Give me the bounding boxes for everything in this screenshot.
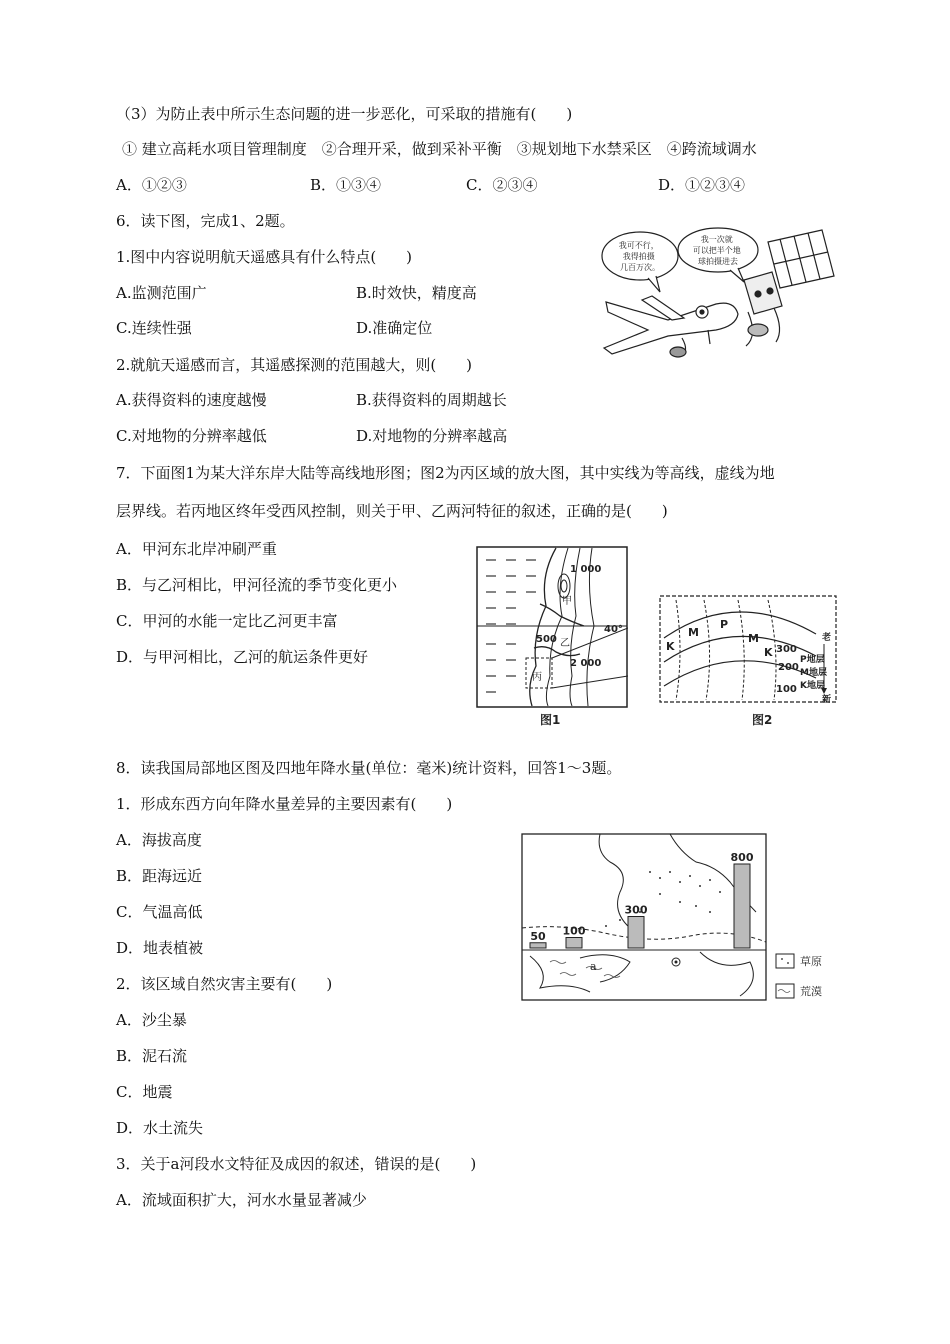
rainfall-label-800: 800 xyxy=(730,851,754,864)
q6-q2-option-c: C.对地物的分辨率越低 xyxy=(116,427,267,445)
legend-m-stratum: M地层 xyxy=(800,668,827,678)
q6-q1-option-d: D.准确定位 xyxy=(356,319,433,337)
legend-old-label: 老 xyxy=(822,633,832,643)
bubble-right-line1: 我一次就 xyxy=(700,235,733,244)
bubble-left-line3: 几百万次。 xyxy=(620,263,660,272)
q7-stem-line1: 7．下面图1为某大洋东岸大陆等高线地形图；图2为丙区域的放大图，其中实线为等高线，虚线为地 xyxy=(116,464,775,482)
rainfall-label-100: 100 xyxy=(562,924,586,938)
q8-q2-option-c: C．地震 xyxy=(116,1083,173,1101)
figure-2-strata-map xyxy=(656,592,842,732)
legend-grassland-swatch xyxy=(776,954,794,968)
stratum-label-p: P xyxy=(720,618,729,631)
stratum-label-m-right: M xyxy=(748,632,759,645)
svg-text:K xyxy=(666,640,675,653)
bubble-left-line1: 我可不行， xyxy=(618,241,659,250)
q5-sub3-stem: （3）为防止表中所示生态问题的进一步恶化，可采取的措施有( ) xyxy=(116,105,573,123)
contour-value-200: 200 xyxy=(778,662,799,673)
q5-option-d: D．①②③④ xyxy=(658,176,746,194)
q6-q2-option-a: A.获得资料的速度越慢 xyxy=(116,391,267,409)
river-jia-label: 甲 xyxy=(562,596,572,607)
latitude-40-label: 40° xyxy=(604,624,623,635)
legend-desert-swatch xyxy=(776,984,794,998)
legend-desert-label: 荒漠 xyxy=(800,985,822,998)
rainfall-label-50: 50 xyxy=(530,929,546,943)
q8-q2-option-a: A．沙尘暴 xyxy=(116,1011,187,1029)
q8-q3-option-a: A．流域面积扩大，河水水量显著减少 xyxy=(116,1191,367,1209)
svg-text:1 000 xyxy=(570,564,601,575)
q7-option-d: D．与甲河相比，乙河的航运条件更好 xyxy=(116,648,369,666)
stratum-label-m-left: M xyxy=(688,626,699,639)
q6-q1-option-c: C.连续性强 xyxy=(116,319,192,337)
rainfall-bar-100 xyxy=(566,938,582,949)
bubble-right-line3: 球拍摄进去 xyxy=(698,257,738,266)
rainfall-bar-800 xyxy=(734,864,750,948)
contour-label-1000: 1 000 xyxy=(570,564,602,575)
remote-sensing-cartoon xyxy=(598,226,838,362)
q8-stem: 8．读我国局部地区图及四地年降水量(单位：毫米)统计资料，回答1～3题。 xyxy=(116,759,622,777)
q6-stem: 6．读下图，完成1、2题。 xyxy=(116,212,295,230)
q6-q2-option-d: D.对地物的分辨率越高 xyxy=(356,427,508,445)
contour-value-100: 100 xyxy=(776,684,797,695)
q6-q2-option-b: B.获得资料的周期越长 xyxy=(356,391,507,409)
q6-q2: 2.就航天遥感而言，其遥感探测的范围越大，则( ) xyxy=(116,356,473,374)
contour-value-300: 300 xyxy=(776,644,797,655)
q5-option-a: A．①②③ xyxy=(116,176,187,194)
q6-q1-option-b: B.时效快，精度高 xyxy=(356,284,477,302)
q5-option-c: C．②③④ xyxy=(466,176,538,194)
figure-2-caption: 图2 xyxy=(752,713,773,727)
q5-option-b: B．①③④ xyxy=(310,176,382,194)
q7-option-b: B．与乙河相比，甲河径流的季节变化更小 xyxy=(116,576,398,594)
q7-option-c: C．甲河的水能一定比乙河更丰富 xyxy=(116,612,338,630)
figure-1-contour-map xyxy=(476,546,628,736)
q8-q2-option-b: B．泥石流 xyxy=(116,1047,188,1065)
figure-1-caption: 图1 xyxy=(540,713,561,727)
q7-stem-line2: 层界线。若丙地区终年受西风控制，则关于甲、乙两河特征的叙述，正确的是( ) xyxy=(116,502,668,520)
legend-k-stratum: K地层 xyxy=(800,681,825,691)
q6-q1-option-a: A.监测范围广 xyxy=(116,284,207,302)
stratum-label-k-left: K xyxy=(666,640,675,653)
river-yi-label: 乙 xyxy=(560,638,570,649)
rainfall-bar-50 xyxy=(530,943,546,948)
q5-measures: ① 建立高耗水项目管理制度 ②合理开采，做到采补平衡 ③规划地下水禁采区 ④跨流域调水 xyxy=(122,140,757,158)
q8-q1-option-c: C．气温高低 xyxy=(116,903,203,921)
q8-q1-option-d: D．地表植被 xyxy=(116,939,204,957)
river-a-label: a xyxy=(590,960,597,973)
area-bing-label: 丙 xyxy=(532,672,542,683)
regional-rainfall-map xyxy=(520,832,842,1002)
q8-q1-option-a: A．海拔高度 xyxy=(116,831,202,849)
q7-option-a: A．甲河东北岸冲刷严重 xyxy=(116,540,277,558)
stratum-label-k-right: K xyxy=(764,646,773,659)
rainfall-label-300: 300 xyxy=(624,903,648,917)
rainfall-bar-300 xyxy=(628,917,644,949)
bubble-left-line2: 我得拍摄 xyxy=(622,252,655,261)
q8-q3: 3．关于a河段水文特征及成因的叙述，错误的是( ) xyxy=(116,1155,477,1173)
svg-text:我可不行， 我得拍摄 几百万次。 xyxy=(619,240,662,272)
legend-grassland-label: 草原 xyxy=(800,955,822,968)
contour-label-500: 500 xyxy=(536,634,557,645)
legend-new-label: 新 xyxy=(822,695,832,705)
legend-p-stratum: P地层 xyxy=(800,655,825,665)
q8-q1-option-b: B．距海远近 xyxy=(116,867,203,885)
q8-q2-option-d: D．水土流失 xyxy=(116,1119,204,1137)
q8-q2: 2．该区域自然灾害主要有( ) xyxy=(116,975,333,993)
q6-q1: 1.图中内容说明航天遥感具有什么特点( ) xyxy=(116,248,413,266)
bubble-right-line2: 可以把半个地 xyxy=(692,246,741,255)
q8-q1: 1．形成东西方向年降水量差异的主要因素有( ) xyxy=(116,795,453,813)
contour-label-2000: 2 000 xyxy=(570,658,602,669)
